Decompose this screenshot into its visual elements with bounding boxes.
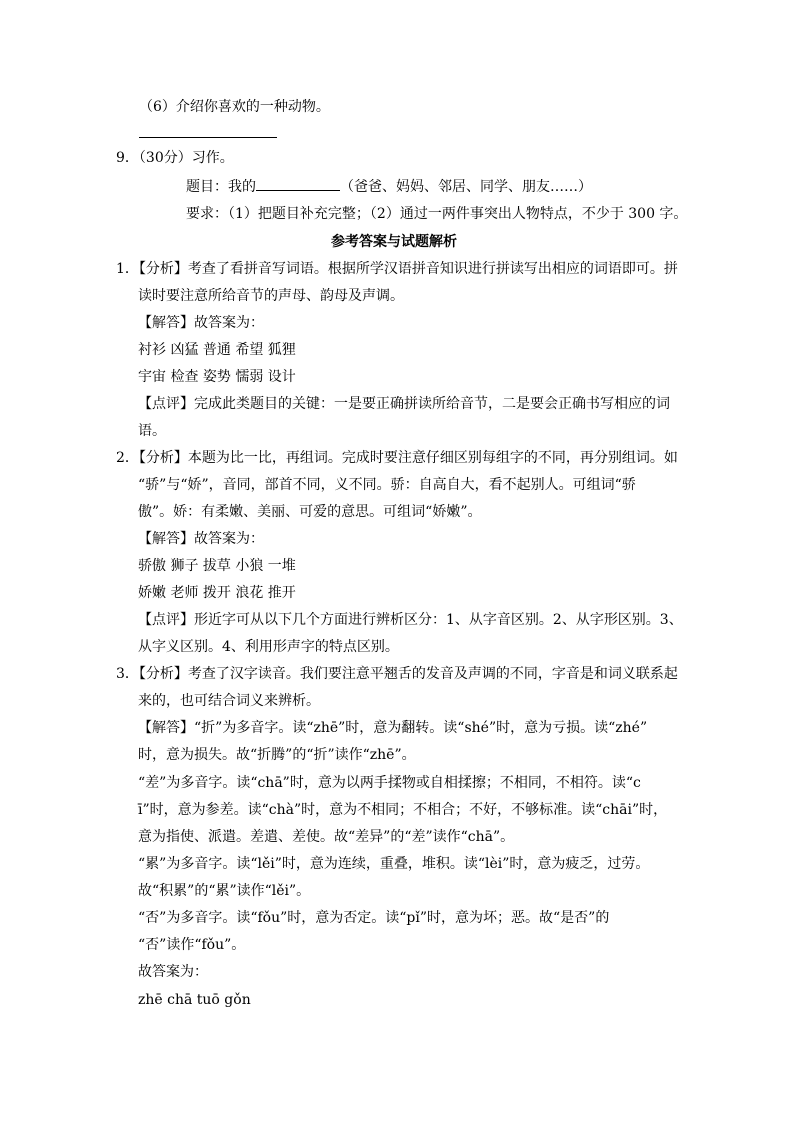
a3-answer-line5: 意为指使、派遣。差遣、差使。故“差异”的“差”读作“chā”。 (138, 829, 515, 845)
q9-title-prompt (186, 176, 592, 197)
a1-analysis-line2: 读时要注意所给音节的声母、韵母及声调。 (138, 288, 404, 304)
a3-analysis-line1: 3．【分析】考查了汉字读音。我们要注意平翘舌的发音及声调的不同，字音是和词义联系起 (116, 666, 678, 682)
a3-answer-line1: 【解答】“折”为多音字。读“zhē”时，意为翻转。读“shé”时，意为亏损。读“zhé” (138, 720, 648, 736)
a1-words-line2: 宇宙 检查 姿势 懦弱 设计 (138, 369, 296, 385)
a2-answer-label: 【解答】故答案为： (138, 531, 264, 547)
a3-pinyin-answers: zhē chā tuō gǒn (138, 992, 251, 1008)
a2-analysis-line2: “骄”与“娇”，音同，部首不同，义不同。骄：自高自大，看不起别人。可组词“骄 (138, 477, 636, 493)
q9-requirement: 要求：（1）把题目补充完整；（2）通过一两件事突出人物特点，不少于 300 字。 (186, 206, 688, 222)
a3-answer-line7: 故“积累”的“累”读作“lěi”。 (138, 883, 311, 899)
a2-words-line1: 骄傲 狮子 拔草 小狼 一堆 (138, 558, 296, 574)
a2-analysis-line3: 傲”。娇：有柔嫩、美丽、可爱的意思。可组词“娇嫩”。 (138, 504, 482, 520)
answer-blank-line (139, 137, 277, 138)
a3-analysis-line2: 来的，也可结合词义来辨析。 (138, 693, 320, 709)
a2-analysis-line1: 2．【分析】本题为比一比，再组词。完成时要注意仔细区别每组字的不同，再分别组词。如 (116, 450, 678, 466)
title-blank (256, 176, 340, 191)
q8-item-6: （6）介绍你喜欢的一种动物。 (139, 99, 330, 115)
a1-comment-line1: 【点评】完成此类题目的关键：一是要正确拼读所给音节，二是要会正确书写相应的词 (138, 396, 670, 412)
a3-answer-label: 故答案为： (138, 964, 208, 980)
a2-comment-line1: 【点评】形近字可从以下几个方面进行辨析区分：1、从字音区别。2、从字形区别。3、 (138, 612, 683, 628)
a1-answer-label: 【解答】故答案为： (138, 315, 264, 331)
a3-answer-line8: “否”为多音字。读“fǒu”时，意为否定。读“pǐ”时，意为坏；恶。故“是否”的 (138, 910, 610, 926)
a3-answer-line3: “差”为多音字。读“chā”时，意为以两手揉物或自相揉擦；不相同，不相符。读“c (138, 775, 641, 791)
a2-comment-line2: 从字义区别。4、利用形声字的特点区别。 (138, 639, 399, 655)
answers-heading: 参考答案与试题解析 (331, 234, 457, 250)
title-suffix: （爸爸、妈妈、邻居、同学、朋友……） (340, 179, 592, 195)
title-prefix: 题目：我的 (186, 179, 256, 195)
a3-answer-line4: ī”时，意为参差。读“chà”时，意为不相同；不相合；不好，不够标准。读“chāi”时， (138, 802, 668, 818)
a1-analysis-line1: 1．【分析】考查了看拼音写词语。根据所学汉语拼音知识进行拼读写出相应的词语即可。拼 (116, 261, 678, 277)
q9-heading: 9．（30分）习作。 (116, 150, 234, 166)
a3-answer-line9: “否”读作“fǒu”。 (138, 937, 246, 953)
a3-answer-line6: “累”为多音字。读“lěi”时，意为连续，重叠，堆积。读“lèi”时，意为疲乏，过劳。 (138, 856, 650, 872)
a2-words-line2: 娇嫩 老师 拨开 浪花 推开 (138, 585, 296, 601)
a3-answer-line2: 时，意为损失。故“折腾”的“折”读作“zhē”。 (138, 747, 416, 763)
a1-comment-line2: 语。 (138, 423, 166, 439)
a1-words-line1: 衬衫 凶猛 普通 希望 狐狸 (138, 342, 296, 358)
